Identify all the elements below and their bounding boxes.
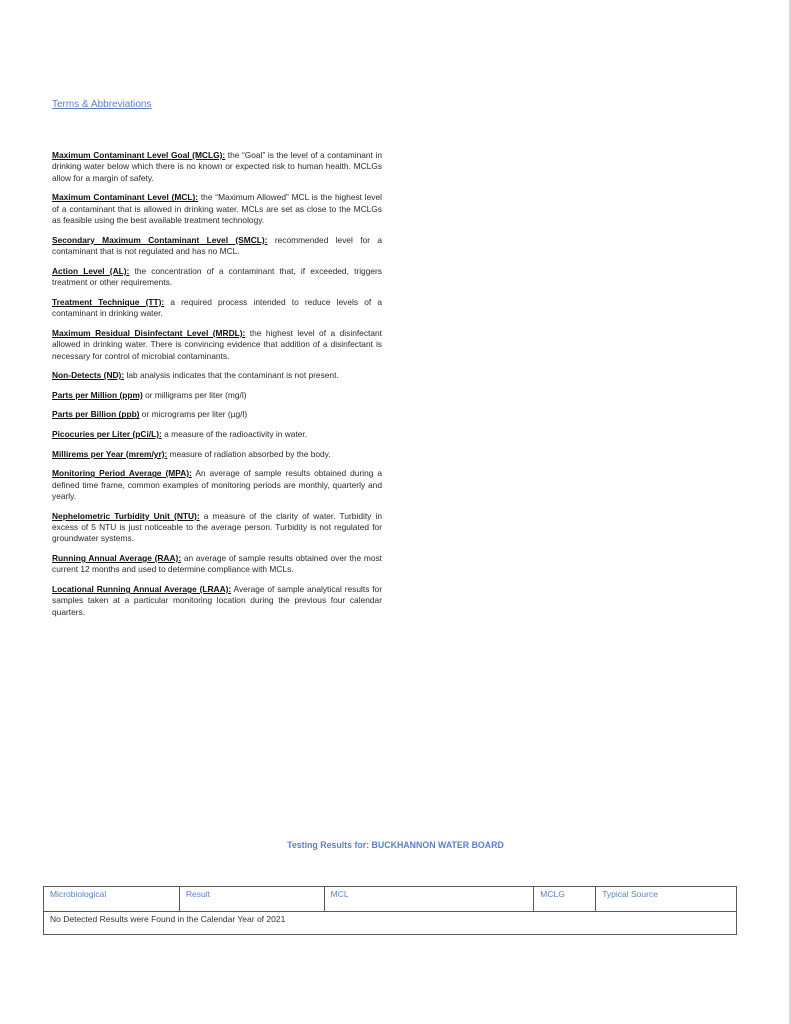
term-mrem (52, 449, 382, 460)
term-definition: an average of sample results obtained over the most current 12 months and used to determine compliance with MCLs. (52, 553, 383, 575)
term-name: Non-Detects (ND): (52, 370, 125, 381)
term-name: Treatment Technique (TT): (52, 296, 165, 307)
term-name: Millirems per Year (mrem/yr): (52, 448, 168, 459)
header-microbiological: Microbiological (44, 887, 180, 912)
header-result: Result (179, 887, 324, 912)
header-mclg: MCLG (534, 887, 596, 912)
table-header-row (44, 887, 737, 912)
term-pcil (52, 429, 382, 440)
term-name: Maximum Contaminant Level (MCL): (52, 192, 199, 203)
term-definition: lab analysis indicates that the contaminant is not present. (124, 370, 339, 381)
term-ntu (52, 511, 382, 545)
term-mclg (52, 150, 382, 184)
term-ppb (52, 409, 382, 420)
table-row (44, 912, 737, 935)
term-definition: the “Goal” is the level of a contaminant in drinking water below which there is no known or expected risk to human health. MCLGs allow for a margin of safety. (52, 150, 382, 183)
term-nd (52, 370, 382, 381)
header-typical-source: Typical Source (596, 887, 737, 912)
results-table (43, 886, 737, 935)
term-mcl (52, 192, 382, 226)
section-heading: Terms & Abbreviations (52, 99, 152, 110)
term-definition: a measure of the clarity of water. Turbidity in excess of 5 NTU is just noticeable to the average person. Turbidity is not regulated for groundwater systems. (52, 510, 382, 544)
term-definition: a required process intended to reduce levels of a contaminant in drinking water. (52, 296, 382, 319)
term-definition: or micrograms per liter (µg/l) (139, 409, 248, 420)
term-definition: or milligrams per liter (mg/l) (142, 389, 247, 400)
term-name: Secondary Maximum Contaminant Level (SMCL): (52, 234, 268, 245)
term-raa (52, 553, 382, 576)
term-definition: measure of radiation absorbed by the body. (167, 448, 331, 459)
header-mcl: MCL (324, 887, 534, 912)
term-name: Locational Running Annual Average (LRAA): (52, 584, 232, 594)
term-ppm (52, 390, 382, 401)
term-definition: An average of sample results obtained during a defined time frame, common examples of monitoring periods are monthly, quarterly and yearly. (52, 468, 382, 501)
term-name: Monitoring Period Average (MPA): (52, 468, 192, 479)
term-name: Picocuries per Liter (pCi/L): (52, 429, 162, 439)
term-definition: the concentration of a contaminant that, if exceeded, triggers treatment or other requirements. (52, 265, 382, 288)
no-results-message: No Detected Results were Found in the Calendar Year of 2021 (44, 912, 737, 935)
term-smcl (52, 235, 382, 258)
term-tt (52, 297, 382, 320)
term-definition: recommended level for a contaminant that is not regulated and has no MCL. (52, 234, 383, 257)
term-mrdl (52, 328, 382, 362)
term-name: Maximum Contaminant Level Goal (MCLG): (52, 150, 226, 160)
term-name: Nephelometric Turbidity Unit (NTU): (52, 510, 200, 521)
term-name: Maximum Residual Disinfectant Level (MRDL): (52, 327, 246, 338)
term-definition: Average of sample analytical results for samples taken at a particular monitoring location during the previous four calendar quarters. (52, 584, 382, 617)
terms-list (52, 150, 382, 626)
term-name: Parts per Million (ppm) (52, 389, 143, 400)
results-title: Testing Results for: BUCKHANNON WATER BOARD (287, 840, 504, 850)
term-lraa (52, 584, 382, 618)
term-name: Action Level (AL): (52, 265, 130, 276)
term-definition: the “Maximum Allowed” MCL is the highest level of a contaminant that is allowed in drinking water. MCLs are set as close to the MCLGs as feasible using the best available treatment technology. (52, 192, 382, 226)
term-definition: the highest level of a disinfectant allowed in drinking water. There is convincing evidence that addition of a disinfectant is necessary for control of microbial contaminants. (52, 327, 382, 361)
term-definition: a measure of the radioactivity in water. (161, 429, 308, 439)
term-name: Parts per Billion (ppb) (52, 409, 140, 420)
term-mpa (52, 468, 382, 502)
term-al (52, 266, 382, 289)
term-name: Running Annual Average (RAA): (52, 553, 182, 563)
